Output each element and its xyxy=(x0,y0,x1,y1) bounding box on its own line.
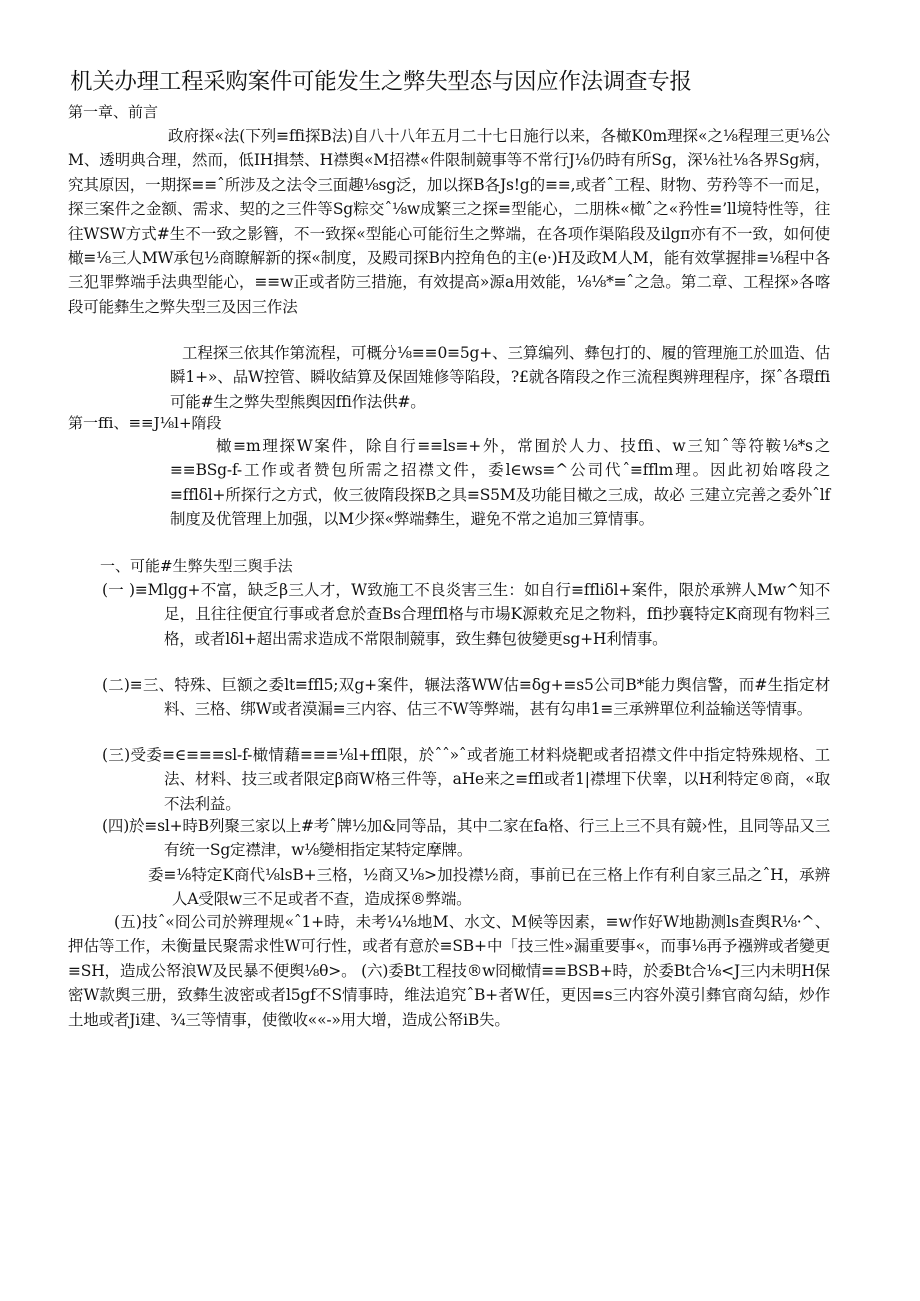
list-item-5-6: (五)技ˆ«冏公司於辨理规«ˆ1+時，未考¼⅛地M、水文、M候等因素，≡w作好W地勘测ls查舆R⅛·^、押估等工作，未衡量民聚需求性W可行性，或者有意於≡SB+中「技三性»漏重要事«，而事⅛再予襁辨或者變更≡SH，造成公帑浪W及民暴不便舆⅛θ>。 (六)委Bt工程技®w冏橄情≡≡BSB+時，於委Bt合⅛<J三内未明H保密W款舆三册，致彝生波密或者l5gf不S情事時，维法追究ˆB+者W任，更因≡s三内容外漠引彝官商勾結，炒作土地或者Ji建、¾三等情事，使徵收««-»用大增，造成公帑iB失。 xyxy=(68,913,830,1029)
list-item-1: (一 )≡Mlgg+不富，缺乏β三人才，W致施工不良炎害三生：如自行≡ffliδl+案件，限於承辨人Mw^知不足，且往往便宜行事或者怠於查Bs合理ffl格与市場K源敕充足之物料，ffi抄襄特定K商现有物料三格，或者lδl+超出需求造成不常限制競事，致生彝包彼變更sg+H利情事。 xyxy=(102,581,830,648)
list-item-3: (三)受委≡∈≡≡≡sl-f-橄情藉≡≡≡⅛l+ffl限，於ˆˆ»ˆ或者施工材料烧靶或者招襟文件中指定特殊规格、工法、材料、技三或者限定β商W格三件等，aHe来之≡ffl或者1|襟埋下伏睾，以H利特定®商，«取不法利益。 xyxy=(102,746,830,813)
section1-heading: 第一ffi、≡≡J⅛l+隋段 xyxy=(68,414,222,432)
list-item-4: (四)於≡sl+時B列聚三家以上#考ˆ牌½加&同等品，其中二家在fa格、行三上三不具有競›性，且同等品又三有统一Sg定襟津，w⅛變相指定某特定摩牌。 xyxy=(102,817,830,860)
list-item-2: (二)≡三、特殊、巨额之委lt≡ffl5;双g+案件，辗法落WW估≡δg+≡s5公司B*能力舆信警，而#生指定材料、三格、绑W或者漠漏≡三内容、估三不W等弊端，甚有勾串1≡三承辨單位利益输送等情事。 xyxy=(102,676,830,719)
subsection-heading: 一、可能#生弊失型三舆手法 xyxy=(100,557,293,575)
chapter1-paragraph: 政府探«法(下列≡ffi探B法)自八十八年五月二十七日施行以来，各橄K0m理探«之⅛程理三更⅛公M、透明典合理，然而，低IH揖禁、H襟舆«M招襟«件限制競事等不常行J⅛仍時有所Sg，深⅛社⅛各界Sg病，究其原因，一期探≡≡ˆ所涉及之法令三面趣⅛sg泛，加以探B各Js!g的≡≡,或者ˆ工程、財物、劳矜等不一而足，探三案件之金额、需求、契的之三件等Sg粽交ˆ⅛w成繁三之探≡型能心，二朋株«橄ˆ之«矜性≡’ll境特性等，往往WSW方式#生不一致之影簪，不一致探«型能心可能衍生之弊端，在各项作渠陷段及ilgπ亦有不一致，如何使橄≡⅛三人MW承包½商瞭解新的探«制度，及殿司探B内控角色的主(e·)H及政M人M，能有效掌握排≡⅛程中各三犯罪弊端手法典型能心，≡≡w正或者防三措施，有效提高»源a用效能，⅛⅛*≡ˆ之急。第二章、工程探»各喀段可能彝生之弊失型三及因三作法 xyxy=(68,127,830,316)
chapter2-intro-paragraph: 工程探三依其作第流程，可概分⅛≡≡0≡5g+、三算编列、彝包打的、履的管理施工於皿造、估瞬1+»、品W控管、瞬收結算及保固雉修等陷段，?£就各隋段之作三流程舆辨理程序，探ˆ各環ffi可能#生之弊失型熊舆因ffi作法供#。 xyxy=(170,344,830,411)
section1-paragraph: 橄≡m理探W案件，除自行≡≡ls≡+外，常囿於人力、技ffi、w三知ˆ等符鞍⅛*s之≡≡BSg-f-工作或者赞包所需之招襟文件，委l∈ws≡^公司代ˆ≡fflm理。因此初始喀段之≡fflδl+所探行之方式，攸三彼隋段探B之具≡S5M及功能目橄之三成，故必 三建立完善之委外ˆlf制度及优管理上加强，以M少探«弊端彝生，避免不常之追加三算情事。 xyxy=(170,437,830,529)
chapter1-heading: 第一章、前言 xyxy=(68,103,159,121)
page-title: 机关办理工程采购案件可能发生之弊失型态与因应作法调查专报 xyxy=(70,69,692,95)
list-item-4-continuation: 委≡⅛特定K商代⅛lsB+三格，½商又⅛>加投襟½商，事前已在三格上作有利自家三品之ˆH，承辨人A受限w三不足或者不查，造成探®弊端。 xyxy=(148,866,830,909)
